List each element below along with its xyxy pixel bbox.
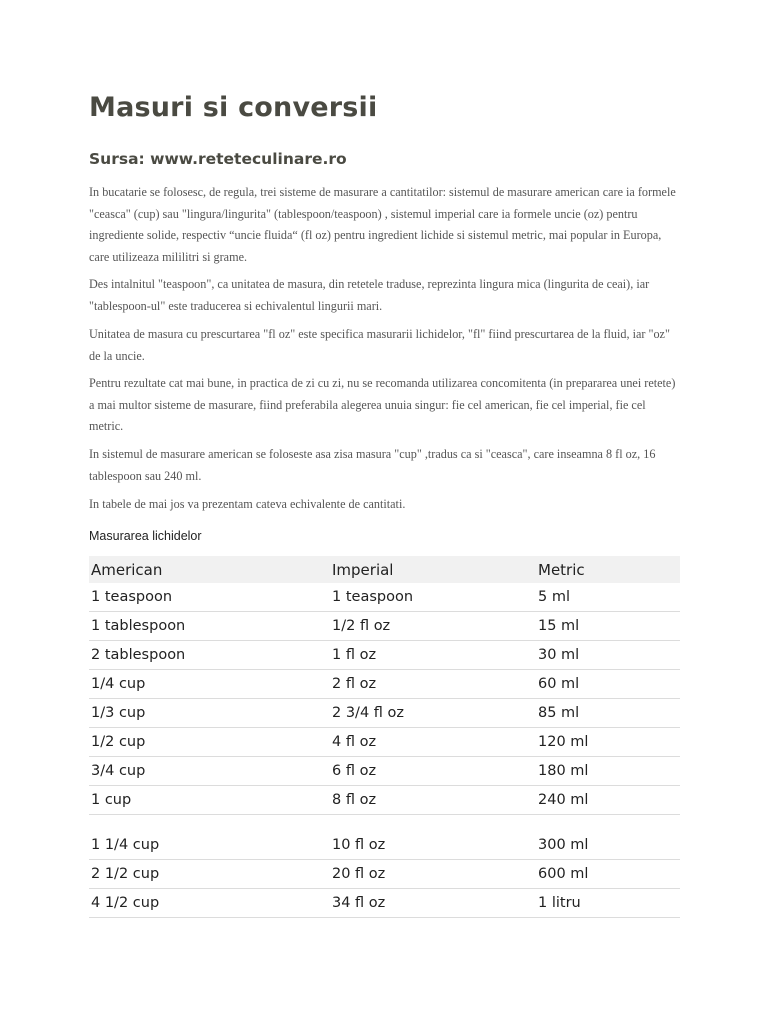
cell-american: 1/3 cup	[89, 699, 330, 728]
cell-metric: 1 litru	[536, 889, 680, 918]
cell-imperial: 1 fl oz	[330, 641, 536, 670]
paragraph-cup: In sistemul de masurare american se foloseste asa zisa masura "cup" ,tradus ca si "ceasca", care inseamna 8 fl oz, 16 tablespoon sau 240 ml.	[89, 447, 656, 483]
cell-metric: 120 ml	[536, 728, 680, 757]
paragraph-measurement-systems: In bucatarie se folosesc, de regula, trei sisteme de masurare a cantitatilor: sistemul de masurare american care ia formele "ceasca" (cup) sau "lingura/lingurita" (tablespoon/teaspoon) , sistemul imperial care ia formele uncie (oz) pentru ingrediente solide, respectiv “uncie fluida“ (fl oz) pentru ingredient lichide si sistemul metric, mai popular in Europa, care utilizeaza mililitri si grame.	[89, 185, 676, 264]
table-row	[89, 728, 680, 757]
table-row	[89, 786, 680, 815]
table-header-row	[89, 556, 680, 583]
cell-american: 3/4 cup	[89, 757, 330, 786]
table-row	[89, 583, 680, 612]
source-subtitle: Sursa: www.reteteculinare.ro	[89, 150, 347, 168]
cell-american: 4 1/2 cup	[89, 889, 330, 918]
cell-american: 1/4 cup	[89, 670, 330, 699]
section-title: Masurarea lichidelor	[89, 529, 202, 543]
cell-imperial: 20 fl oz	[330, 860, 536, 889]
cell-metric: 15 ml	[536, 612, 680, 641]
header-american: American	[89, 556, 330, 583]
cell-american: 1 cup	[89, 786, 330, 815]
cell-imperial: 2 3/4 fl oz	[330, 699, 536, 728]
cell-imperial: 1 teaspoon	[330, 583, 536, 612]
cell-metric: 600 ml	[536, 860, 680, 889]
cell-imperial: 10 fl oz	[330, 831, 536, 860]
cell-metric: 60 ml	[536, 670, 680, 699]
cell-imperial: 34 fl oz	[330, 889, 536, 918]
cell-metric: 300 ml	[536, 831, 680, 860]
cell-american: 1 1/4 cup	[89, 831, 330, 860]
table-row	[89, 641, 680, 670]
paragraph-fl-oz: Unitatea de masura cu prescurtarea "fl oz" este specifica masurarii lichidelor, "fl" fiind prescurtarea de la fluid, iar "oz" de la uncie.	[89, 327, 670, 363]
table-row	[89, 831, 680, 860]
cell-american: 1 tablespoon	[89, 612, 330, 641]
header-metric: Metric	[536, 556, 680, 583]
liquid-measures-table	[89, 556, 680, 918]
cell-imperial: 4 fl oz	[330, 728, 536, 757]
table-row	[89, 889, 680, 918]
cell-metric: 5 ml	[536, 583, 680, 612]
cell-imperial: 2 fl oz	[330, 670, 536, 699]
cell-american: 2 1/2 cup	[89, 860, 330, 889]
cell-american: 1 teaspoon	[89, 583, 330, 612]
table-row	[89, 860, 680, 889]
table-row	[89, 670, 680, 699]
table-row	[89, 699, 680, 728]
cell-metric: 85 ml	[536, 699, 680, 728]
table-row	[89, 757, 680, 786]
cell-imperial: 6 fl oz	[330, 757, 536, 786]
paragraph-best-results: Pentru rezultate cat mai bune, in practica de zi cu zi, nu se recomanda utilizarea concomitenta (in prepararea unei retete) a mai multor sisteme de masurare, fiind preferabila alegerea unuia singur: fie cel american, fie cel imperial, fie cel metric.	[89, 376, 676, 433]
cell-american: 1/2 cup	[89, 728, 330, 757]
cell-imperial: 8 fl oz	[330, 786, 536, 815]
paragraph-table-intro: In tabele de mai jos va prezentam cateva echivalente de cantitati.	[89, 497, 406, 511]
header-imperial: Imperial	[330, 556, 536, 583]
cell-metric: 180 ml	[536, 757, 680, 786]
cell-metric: 30 ml	[536, 641, 680, 670]
paragraph-teaspoon: Des intalnitul "teaspoon", ca unitatea de masura, din retetele traduse, reprezinta lingura mica (lingurita de ceai), iar "tablespoon-ul" este traducerea si echivalentul lingurii mari.	[89, 277, 650, 313]
table-spacer-row	[89, 815, 680, 832]
cell-american: 2 tablespoon	[89, 641, 330, 670]
cell-metric: 240 ml	[536, 786, 680, 815]
table-row	[89, 612, 680, 641]
cell-imperial: 1/2 fl oz	[330, 612, 536, 641]
page-title: Masuri si conversii	[89, 92, 378, 123]
